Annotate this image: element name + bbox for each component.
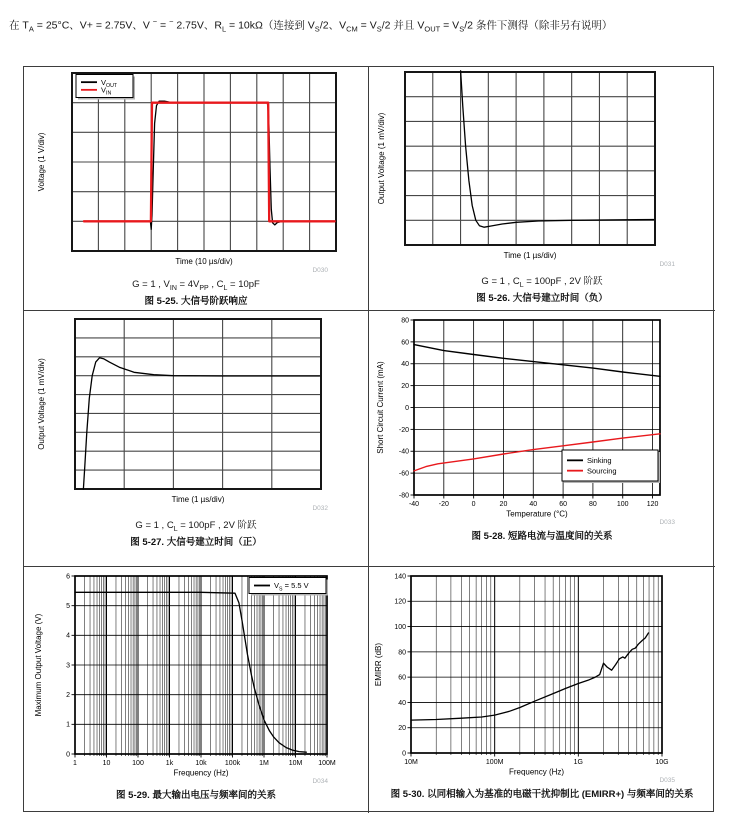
svg-text:100: 100 bbox=[616, 501, 629, 508]
figure-title: 图 5-26. 大信号建立时间（负） bbox=[476, 292, 608, 304]
svg-text:Frequency (Hz): Frequency (Hz) bbox=[508, 767, 565, 777]
svg-text:10: 10 bbox=[102, 760, 111, 767]
svg-text:Time (1 µs/div): Time (1 µs/div) bbox=[503, 251, 557, 260]
svg-text:10M: 10M bbox=[288, 760, 303, 767]
svg-text:3: 3 bbox=[66, 662, 70, 670]
svg-text:100M: 100M bbox=[485, 759, 504, 766]
figure-5-29 bbox=[24, 567, 369, 813]
plot-id-label: D032 bbox=[312, 505, 328, 512]
svg-text:20: 20 bbox=[401, 383, 409, 391]
svg-text:120: 120 bbox=[394, 598, 406, 606]
plot-id-label: D035 bbox=[659, 777, 675, 784]
figure-title: 图 5-25. 大信号阶跃响应 bbox=[144, 295, 248, 307]
svg-text:80: 80 bbox=[589, 501, 597, 508]
svg-text:4: 4 bbox=[66, 632, 70, 640]
figure-5-28 bbox=[369, 311, 715, 567]
svg-text:20: 20 bbox=[398, 725, 406, 733]
svg-text:Output Voltage (1 mV/div): Output Voltage (1 mV/div) bbox=[37, 358, 46, 450]
svg-text:1G: 1G bbox=[573, 759, 584, 766]
svg-text:6: 6 bbox=[66, 573, 70, 581]
figure-title: 图 5-30. 以同相输入为基准的电磁干扰抑制比 (EMIRR+) 与频率间的关系 bbox=[390, 789, 694, 800]
svg-text:Time (10 µs/div): Time (10 µs/div) bbox=[175, 257, 233, 266]
chart-max-output-voltage-vs-frequency bbox=[28, 569, 364, 781]
figure-grid bbox=[23, 66, 714, 812]
svg-text:80: 80 bbox=[398, 649, 406, 657]
svg-text:1k: 1k bbox=[165, 760, 174, 767]
chart-short-circuit-current-vs-temperature bbox=[374, 313, 710, 522]
figure-5-26 bbox=[369, 67, 715, 311]
figure-conditions: G = 1 , $V_{IN} = 4V_{PP}$ , $C_L = 10pF$ bbox=[132, 279, 260, 292]
svg-text:Frequency (Hz): Frequency (Hz) bbox=[173, 768, 229, 778]
svg-text:Sourcing: Sourcing bbox=[587, 466, 617, 476]
figure-5-25 bbox=[24, 67, 369, 311]
svg-text:100M: 100M bbox=[318, 760, 336, 767]
svg-text:-60: -60 bbox=[398, 470, 409, 478]
svg-text:-40: -40 bbox=[408, 501, 420, 508]
svg-text:100: 100 bbox=[394, 623, 406, 631]
svg-text:40: 40 bbox=[401, 361, 409, 369]
svg-text:60: 60 bbox=[559, 501, 567, 508]
figure-5-30 bbox=[369, 567, 715, 813]
svg-text:10M: 10M bbox=[404, 759, 418, 766]
svg-text:5: 5 bbox=[66, 603, 70, 611]
plot-id-label: D033 bbox=[659, 519, 675, 526]
svg-text:2: 2 bbox=[66, 692, 70, 700]
svg-text:120: 120 bbox=[646, 501, 659, 508]
svg-text:20: 20 bbox=[499, 501, 508, 508]
figure-title: 图 5-28. 短路电流与温度间的关系 bbox=[471, 531, 613, 542]
svg-text:-20: -20 bbox=[398, 426, 409, 434]
svg-text:1: 1 bbox=[66, 721, 70, 729]
svg-text:100k: 100k bbox=[224, 760, 241, 767]
svg-text:10G: 10G bbox=[655, 759, 669, 766]
svg-text:10k: 10k bbox=[195, 760, 207, 767]
figure-conditions: G = 1 , $C_L = 100pF$ , 2V 阶跃 bbox=[135, 520, 257, 533]
svg-text:Voltage (1 V/div): Voltage (1 V/div) bbox=[37, 132, 46, 192]
svg-text:40: 40 bbox=[398, 699, 406, 707]
test-conditions-note: 在 $T_A = 25^\circ C$、V+ = 2.75V、V − = − 2.75V、$R_L = 10k\Omega$（连接到 $V_S/2$、$V_{CM} = V_S/2$ 并且 $V_{OUT} = V_S/2$ 条件下测得（除非另有说明） bbox=[9, 16, 613, 34]
svg-text:VOUT: $V_{OUT}$ bbox=[101, 77, 118, 89]
chart-settling-time-positive bbox=[28, 313, 364, 508]
chart-emirr-vs-frequency bbox=[374, 569, 710, 780]
plot-id-label: D030 bbox=[312, 267, 328, 274]
svg-text:Output Voltage (1 mV/div): Output Voltage (1 mV/div) bbox=[377, 112, 386, 205]
svg-text:100: 100 bbox=[132, 760, 144, 767]
svg-text:60: 60 bbox=[398, 674, 406, 682]
svg-text:Sinking: Sinking bbox=[587, 455, 612, 465]
figure-5-27 bbox=[24, 311, 369, 567]
plot-id-label: D034 bbox=[312, 778, 328, 785]
figure-conditions: G = 1 , $C_L = 100pF$ , 2V 阶跃 bbox=[481, 276, 603, 289]
svg-text:-40: -40 bbox=[398, 448, 409, 456]
svg-text:-20: -20 bbox=[438, 501, 449, 508]
svg-text:40: 40 bbox=[529, 501, 538, 508]
svg-text:140: 140 bbox=[394, 573, 406, 581]
svg-text:Maximum Output Voltage (V): Maximum Output Voltage (V) bbox=[34, 613, 43, 717]
svg-text:0: 0 bbox=[402, 750, 406, 758]
svg-text:1M: 1M bbox=[259, 760, 269, 767]
svg-text:1: 1 bbox=[73, 760, 77, 767]
svg-text:-80: -80 bbox=[398, 492, 409, 500]
chart-large-signal-step-response bbox=[28, 69, 364, 270]
svg-text:80: 80 bbox=[401, 317, 409, 325]
svg-text:VIN: $V_{IN}$ bbox=[101, 85, 112, 97]
figure-title: 图 5-29. 最大输出电压与频率间的关系 bbox=[116, 790, 276, 801]
svg-text:EMIRR (dB): EMIRR (dB) bbox=[374, 642, 383, 687]
chart-settling-time-negative bbox=[374, 69, 710, 264]
figure-title: 图 5-27. 大信号建立时间（正） bbox=[130, 536, 262, 548]
svg-text:0: 0 bbox=[66, 751, 70, 759]
svg-text:VS = 5.5 V: $V_S = 5.5$ V bbox=[274, 581, 309, 593]
svg-text:Short Circuit Current (mA): Short Circuit Current (mA) bbox=[376, 361, 385, 454]
svg-text:Temperature (°C): Temperature (°C) bbox=[506, 509, 568, 519]
svg-text:60: 60 bbox=[401, 339, 409, 347]
plot-id-label: D031 bbox=[659, 261, 675, 268]
svg-text:0: 0 bbox=[405, 404, 409, 412]
svg-text:Time (1 µs/div): Time (1 µs/div) bbox=[171, 495, 225, 504]
svg-text:0: 0 bbox=[471, 501, 476, 508]
